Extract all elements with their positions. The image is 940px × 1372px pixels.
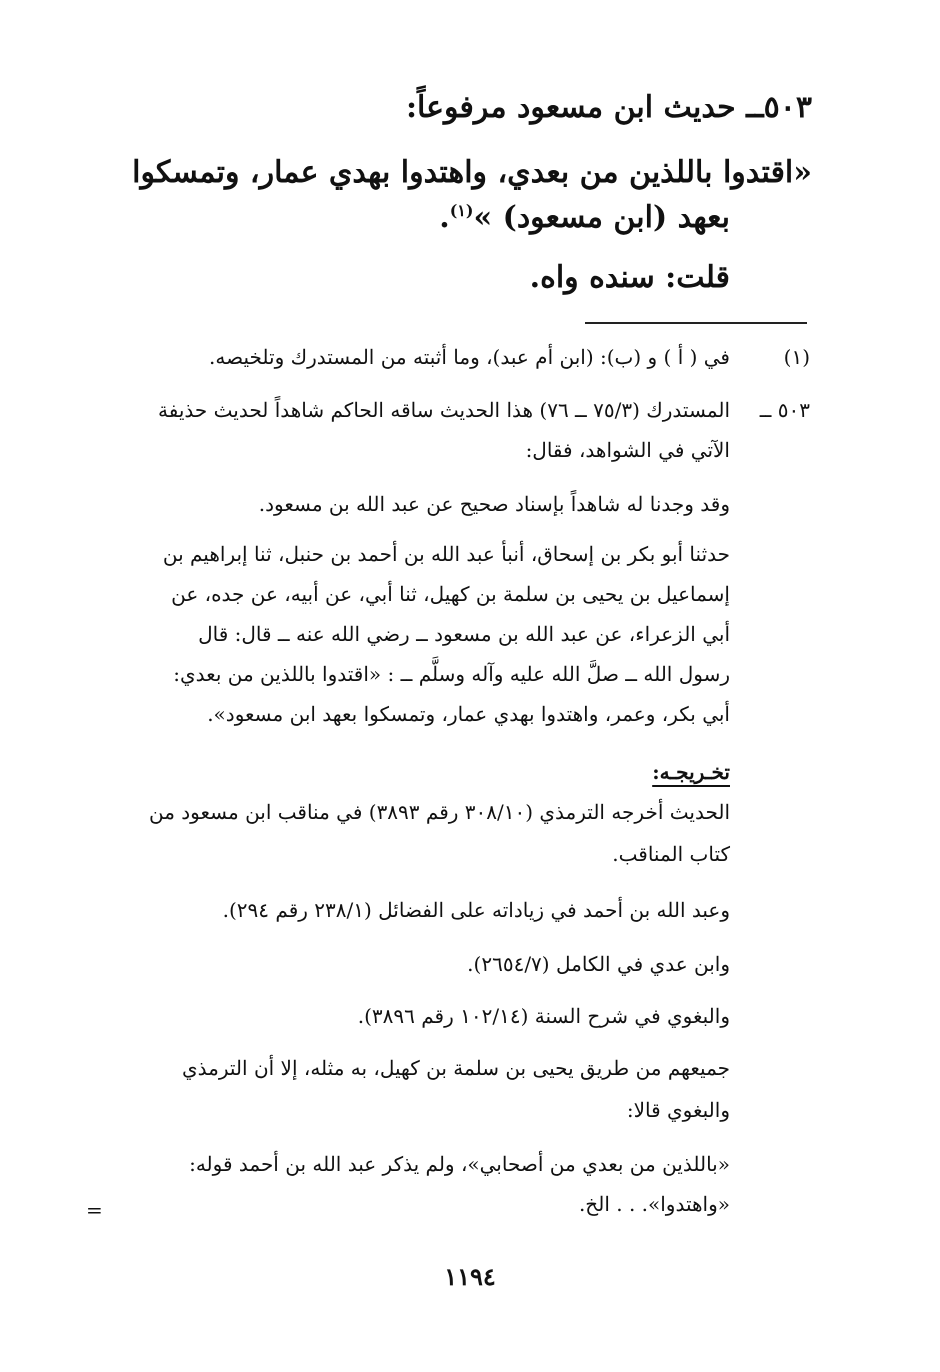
hadith-text-line-2 [439,200,730,235]
hadith-text-line-2-body: بعهد (ابن مسعود) » [473,200,730,235]
isnad-line-5: أبي بكر، وعمر، واهتدوا بهدي عمار، وتمسكوا بعهد ابن مسعود». [207,702,730,726]
takhrij-variant-line-2: «واهتدوا». . . الخ. [578,1192,730,1216]
hadith-heading: ٥٠٣ــ حديث ابن مسعود مرفوعاً: [405,90,812,125]
takhrij-sharh-sunna: والبغوي في شرح السنة (١٠٢/١٤ رقم ٣٨٩٦). [357,1004,730,1028]
takhrij-heading: تخـريجـه: [652,760,730,784]
footnote-1-text: في ( أ ) و (ب): (ابن أم عبد)، وما أثبته من المستدرك وتلخيصه. [209,345,730,369]
hadith-text-line-2-end: . [439,200,450,235]
takhrij-fadail: وعبد الله بن أحمد في زياداته على الفضائل (٢٣٨/١ رقم ٢٩٤). [222,898,730,922]
takhrij-kamil: وابن عدي في الكامل (٢٦٥٤/٧). [467,952,730,976]
note-503-line-2: الآتي في الشواهد، فقال: [525,438,730,462]
isnad-line-1: حدثنا أبو بكر بن إسحاق، أنبأ عبد الله بن أحمد بن حنبل، ثنا إبراهيم بن [162,542,730,566]
note-503-line-1: المستدرك (٧٥/٣ ــ ٧٦) هذا الحديث ساقه الحاكم شاهداً لحديث حذيفة [158,398,730,422]
takhrij-summary-line-2: والبغوي قالا: [626,1098,730,1122]
continuation-mark: = [86,1198,103,1222]
footnote-ref-1: (١) [449,201,474,220]
author-comment: قلت: سنده واه. [529,260,730,295]
hadith-text-line-1: «اقتدوا باللذين من بعدي، واهتدوا بهدي عمار، وتمسكوا [132,155,812,190]
note-paragraph-witness: وقد وجدنا له شاهداً بإسناد صحيح عن عبد الله بن مسعود. [258,492,730,516]
note-503-number: ٥٠٣ ــ [759,398,810,422]
isnad-line-4: رسول الله ــ صلَّ الله عليه وآله وسلَّم ــ : «اقتدوا باللذين من بعدي: [173,662,730,686]
footnote-1-number: (١) [783,345,810,369]
takhrij-line-2: كتاب المناقب. [612,842,730,866]
takhrij-variant-line-1: «باللذين من بعدي من أصحابي»، ولم يذكر عبد الله بن أحمد قوله: [189,1152,730,1176]
takhrij-line-1: الحديث أخرجه الترمذي (٣٠٨/١٠ رقم ٣٨٩٣) في مناقب ابن مسعود من [148,800,730,824]
takhrij-summary-line-1: جميعهم من طريق يحيى بن سلمة بن كهيل، به مثله، إلا أن الترمذي [182,1056,730,1080]
isnad-line-2: إسماعيل بن يحيى بن سلمة بن كهيل، ثنا أبي، عن أبيه، عن جده، عن [171,582,730,606]
page-number: ١١٩٤ [444,1262,496,1291]
footnote-separator [585,322,807,324]
isnad-line-3: أبي الزعراء، عن عبد الله بن مسعود ــ رضي الله عنه ــ قال: قال [198,622,730,646]
